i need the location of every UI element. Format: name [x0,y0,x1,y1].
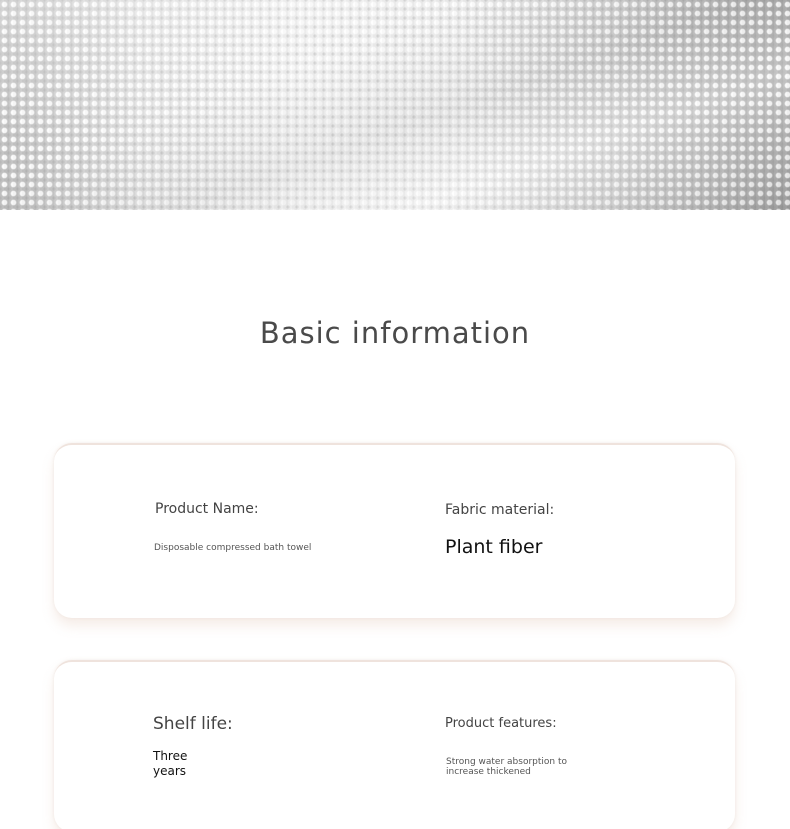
fabric-material-value: Plant fiber [445,536,543,558]
shelf-life-value: Three years [153,749,188,778]
product-name-label: Product Name: [155,501,259,517]
basic-info-card [54,660,735,829]
product-features-label: Product features: [445,716,557,731]
product-features-value: Strong water absorption to increase thickened [446,757,568,777]
product-name-value: Disposable compressed bath towel [154,543,312,553]
basic-info-card [54,443,735,618]
basic-information-title: Basic information [259,316,531,350]
fabric-texture-image [0,0,790,210]
shelf-life-label: Shelf life: [153,714,233,734]
fabric-material-label: Fabric material: [445,502,555,518]
